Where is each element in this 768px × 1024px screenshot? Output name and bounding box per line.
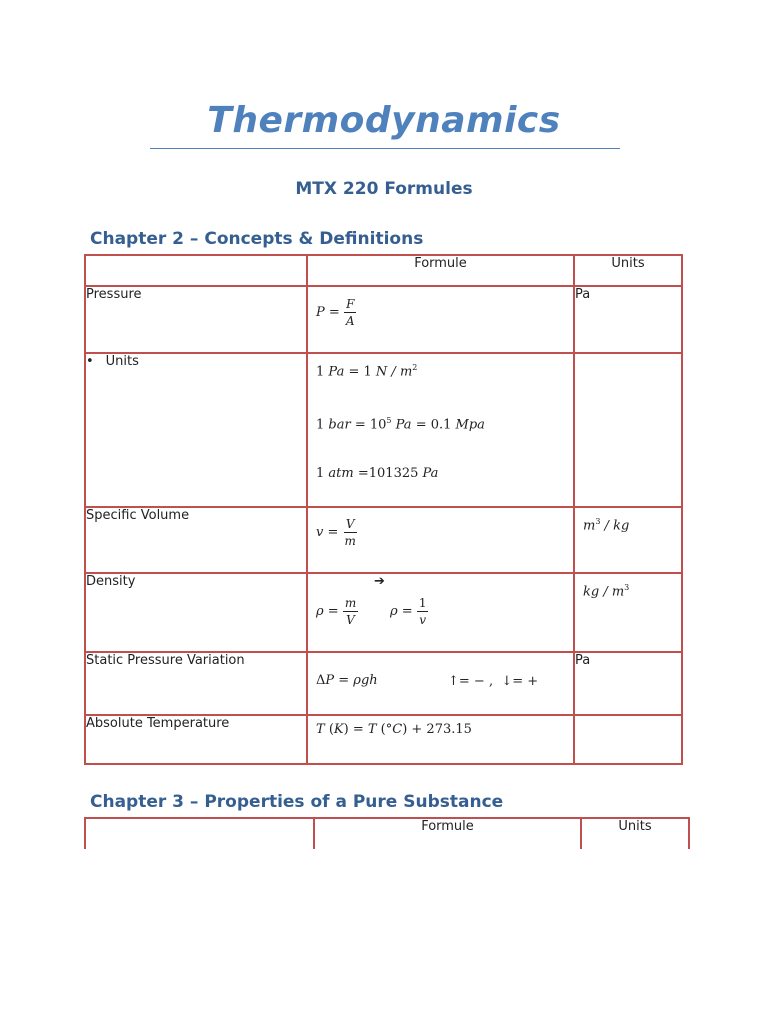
table-row: [85, 652, 682, 715]
up-down-sign-rule: ↑= − , ↓= +: [448, 674, 539, 689]
table-row: [85, 353, 682, 507]
table-row: [85, 715, 682, 764]
document-title: Thermodynamics: [207, 100, 561, 141]
unit-units-empty: [574, 353, 682, 507]
row-label-units: • Units: [85, 353, 307, 507]
right-arrow-icon: ➔: [374, 574, 385, 589]
row-label-static-pressure: Static Pressure Variation: [85, 652, 307, 715]
header-formule: Formule: [307, 255, 574, 286]
row-label-density: Density: [85, 573, 307, 652]
header-units: Units: [581, 818, 689, 849]
formula-specific-volume: v = $\frac{V}{m}$: [307, 507, 574, 573]
unit-static-pressure: Pa: [574, 652, 682, 715]
chapter-2-table: [84, 254, 683, 765]
row-label-specific-volume: Specific Volume: [85, 507, 307, 573]
formula-static-pressure: ΔP = ρgh ↑= − , ↓= +: [307, 652, 574, 715]
chapter-2-heading: Chapter 2 – Concepts & Definitions: [90, 229, 424, 249]
header-blank-cell: [85, 818, 314, 849]
header-formule: Formule: [314, 818, 581, 849]
formula-density: ➔ ρ = $\frac{m}{V}$ ρ = $\frac{1}{v}$: [307, 573, 574, 652]
table-header-row: [85, 255, 682, 286]
unit-absolute-temperature-empty: [574, 715, 682, 764]
unit-density: kg / $m^3$: [574, 573, 682, 652]
table-row: [85, 286, 682, 353]
document-subtitle: MTX 220 Formules: [295, 179, 473, 199]
unit-pressure: Pa: [574, 286, 682, 353]
formula-pressure: P = $\frac{F}{A}$: [307, 286, 574, 353]
formula-units: 1 Pa = 1 N / $m^2$ 1 bar = $10^5$ Pa = 0.1 Mpa 1 atm =101325 Pa: [307, 353, 574, 507]
chapter-3-table: [84, 817, 690, 849]
unit-specific-volume: $m^3$ / kg: [574, 507, 682, 573]
row-label-pressure: Pressure: [85, 286, 307, 353]
header-units: Units: [574, 255, 682, 286]
formula-absolute-temperature: T (K) = T (°C) + 273.15: [307, 715, 574, 764]
table-row: [85, 507, 682, 573]
table-header-row: [85, 818, 689, 849]
chapter-3-heading: Chapter 3 – Properties of a Pure Substance: [90, 792, 504, 812]
title-underline: [150, 148, 620, 149]
row-label-absolute-temperature: Absolute Temperature: [85, 715, 307, 764]
table-row: [85, 573, 682, 652]
header-blank-cell: [85, 255, 307, 286]
